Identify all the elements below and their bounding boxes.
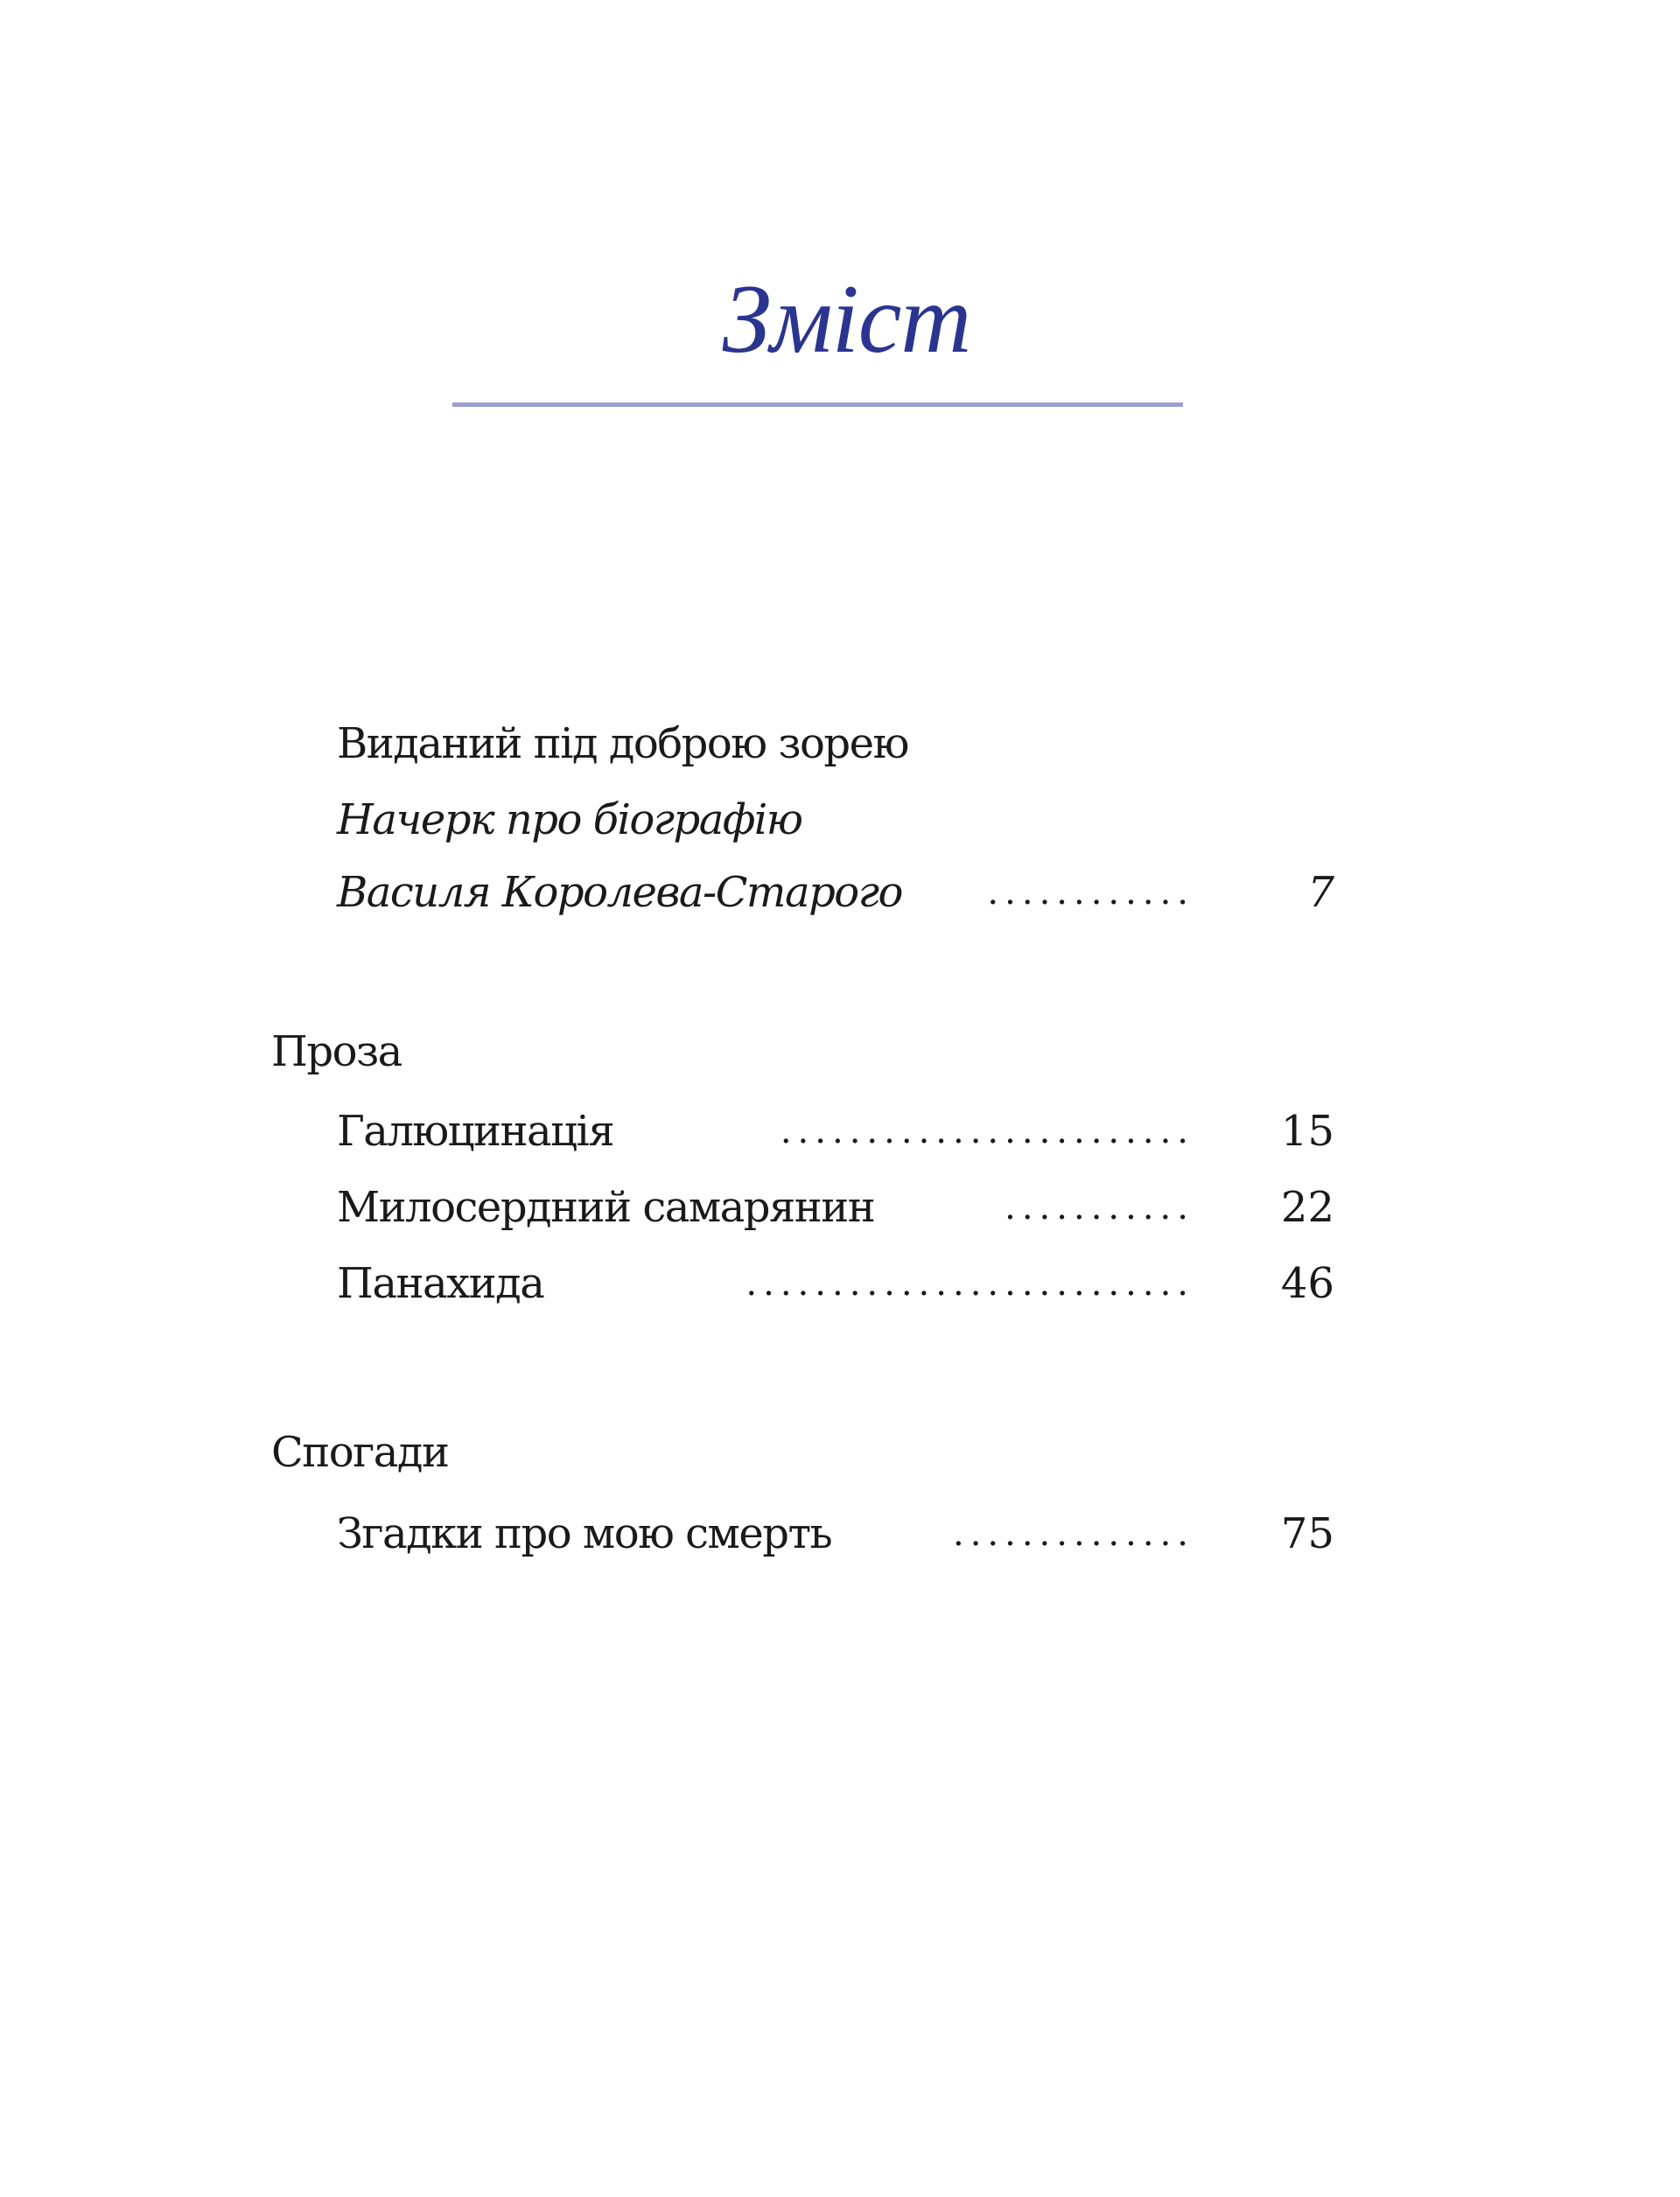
dot-leader: ........................	[780, 1111, 1194, 1151]
dot-leader: ............	[987, 872, 1194, 913]
dot-leader: ...........	[1004, 1187, 1194, 1228]
toc-entry-title: Галюцинація	[337, 1107, 614, 1156]
toc-entry[interactable]	[337, 1257, 1334, 1310]
toc-entry-intro[interactable]	[337, 866, 1334, 919]
toc-entry-page: 22	[1280, 1183, 1334, 1232]
toc-entry[interactable]	[337, 1105, 1334, 1158]
toc-entry-title: Панахида	[337, 1259, 544, 1308]
intro-subtitle-line1: Начерк про біографію	[337, 795, 802, 844]
toc-entry-title: Василя Королева-Старого	[337, 868, 902, 917]
page-title: Зміст	[722, 265, 971, 374]
toc-entry-title: Згадки про мою смерть	[337, 1509, 832, 1558]
toc-entry-page: 75	[1280, 1509, 1334, 1558]
toc-entry-page: 7	[1307, 868, 1334, 917]
toc-entry[interactable]	[337, 1508, 1334, 1560]
toc-entry-title: Милосердний самарянин	[337, 1183, 875, 1232]
toc-entry[interactable]	[337, 1181, 1334, 1234]
dot-leader: ..........................	[746, 1263, 1194, 1304]
toc-entry-page: 46	[1280, 1259, 1334, 1308]
intro-heading: Виданий під доброю зорею	[337, 719, 908, 768]
dot-leader: ..............	[952, 1514, 1194, 1554]
section-heading-spohady: Спогади	[271, 1428, 449, 1477]
section-heading-proza: Проза	[271, 1027, 402, 1076]
toc-entry-page: 15	[1280, 1107, 1334, 1156]
